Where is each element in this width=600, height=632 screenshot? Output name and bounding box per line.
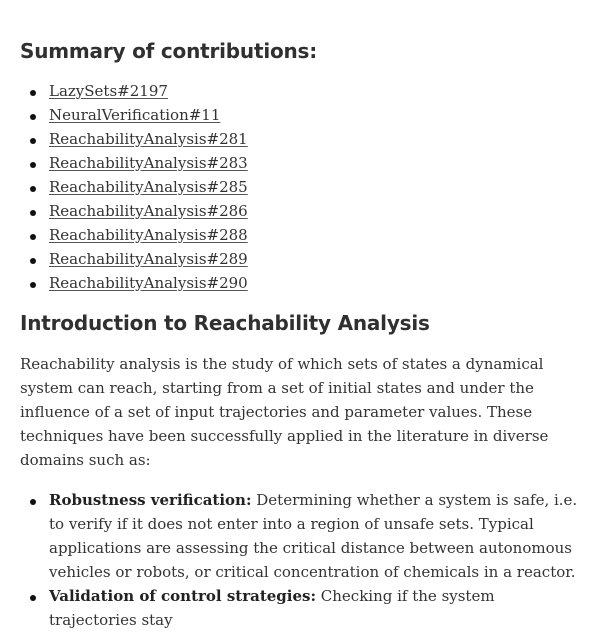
domain-term: Validation of control strategies: xyxy=(49,587,317,605)
pr-link-reachability-283[interactable]: ReachabilityAnalysis#283 xyxy=(49,154,248,172)
pr-link-reachability-286[interactable]: ReachabilityAnalysis#286 xyxy=(49,202,248,220)
list-item xyxy=(49,151,580,175)
pr-link-reachability-288[interactable]: ReachabilityAnalysis#288 xyxy=(49,226,248,244)
list-item xyxy=(49,199,580,223)
list-item xyxy=(49,103,580,127)
list-item xyxy=(49,271,580,295)
list-item xyxy=(49,127,580,151)
domains-list xyxy=(20,488,580,632)
contributions-heading: Summary of contributions: xyxy=(20,39,318,63)
domain-description: Checking if the system trajectories stay xyxy=(49,587,495,629)
list-item xyxy=(49,584,580,632)
pr-link-neuralverification-11[interactable]: NeuralVerification#11 xyxy=(49,106,221,124)
pr-link-reachability-289[interactable]: ReachabilityAnalysis#289 xyxy=(49,250,248,268)
contributions-list xyxy=(20,79,580,295)
domain-description: Determining whether a system is safe, i.e. to verify if it does not enter into a region of unsafe sets. Typical applications are assessing the critical distance between autonomous vehicles or robots, or critical concentration of chemicals in a reactor. xyxy=(49,491,578,581)
domain-term: Robustness verification: xyxy=(49,491,252,509)
pr-link-reachability-285[interactable]: ReachabilityAnalysis#285 xyxy=(49,178,248,196)
intro-heading: Introduction to Reachability Analysis xyxy=(20,311,430,335)
list-item xyxy=(49,223,580,247)
list-item xyxy=(49,79,580,103)
list-item xyxy=(49,175,580,199)
intro-paragraph: Reachability analysis is the study of which sets of states a dynamical system can reach, starting from a set of initial states and under the influence of a set of input trajectories and parameter values. These techniques have been successfully applied in the literature in diverse domains such as: xyxy=(20,355,549,469)
pr-link-reachability-281[interactable]: ReachabilityAnalysis#281 xyxy=(49,130,248,148)
list-item xyxy=(49,488,580,584)
list-item xyxy=(49,247,580,271)
pr-link-reachability-290[interactable]: ReachabilityAnalysis#290 xyxy=(49,274,248,292)
pr-link-lazysets-2197[interactable]: LazySets#2197 xyxy=(49,82,168,100)
